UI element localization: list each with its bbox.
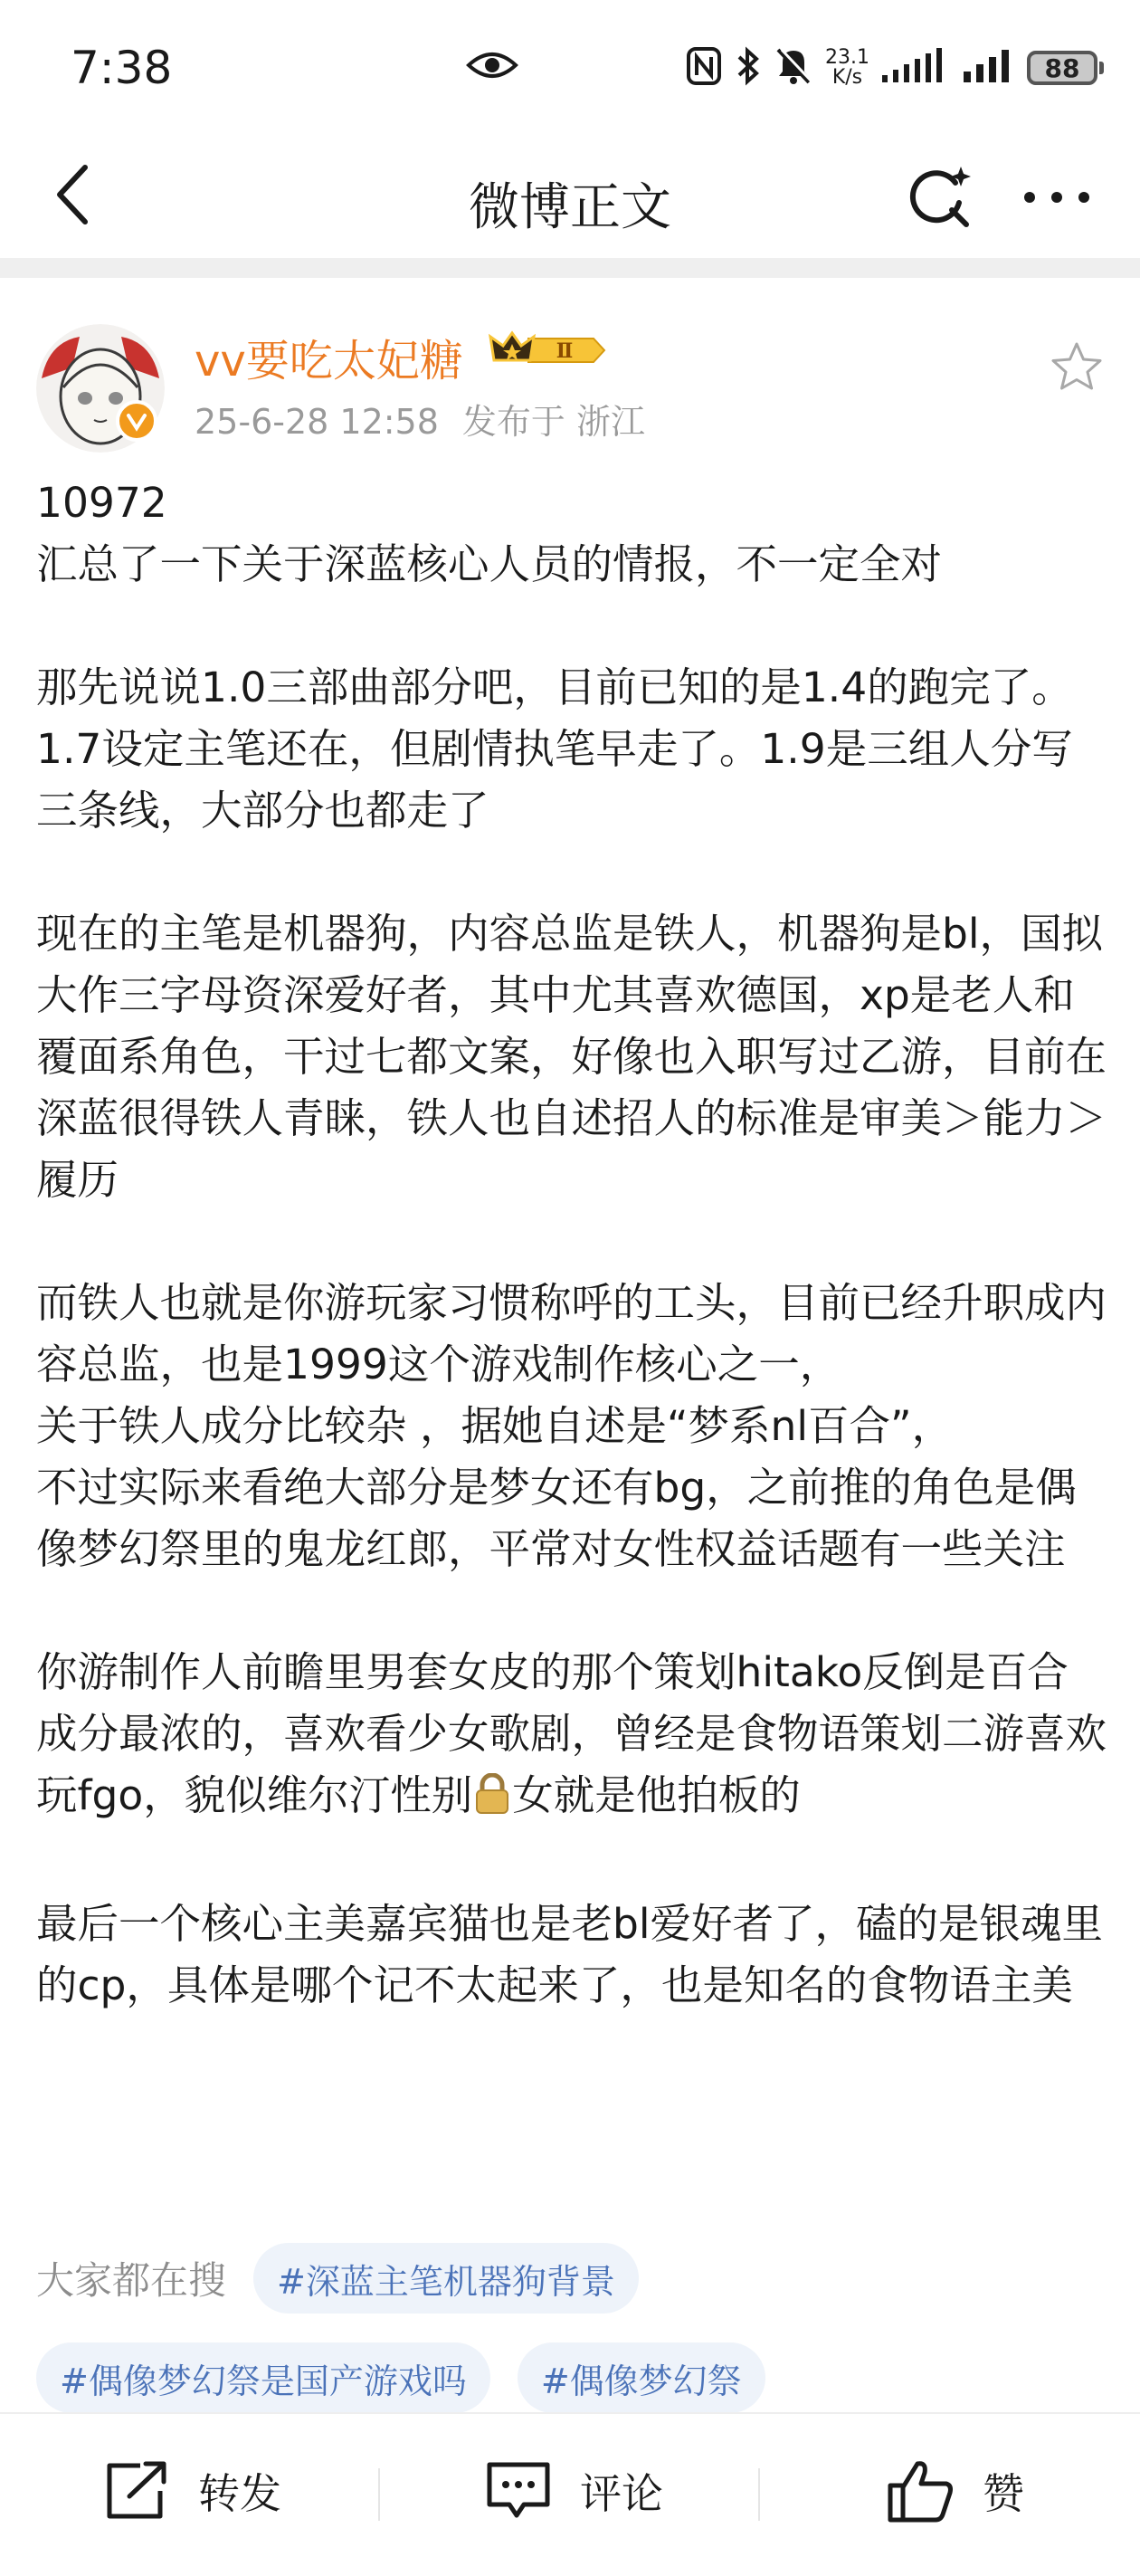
comment-icon bbox=[484, 2459, 553, 2523]
battery-level: 88 bbox=[1027, 51, 1097, 85]
nfc-icon bbox=[686, 46, 722, 90]
search-tag[interactable]: #偶像梦幻祭 bbox=[518, 2342, 765, 2413]
post-text: 女就是他拍板的 bbox=[512, 1771, 801, 1819]
search-button[interactable] bbox=[900, 158, 977, 235]
bluetooth-icon bbox=[735, 46, 762, 90]
toolbar-divider bbox=[758, 2468, 760, 2521]
verified-badge-icon bbox=[116, 400, 157, 442]
more-button[interactable] bbox=[1013, 158, 1099, 235]
section-divider bbox=[0, 258, 1140, 278]
nav-bar bbox=[0, 136, 1140, 253]
comment-button[interactable]: 评论 bbox=[484, 2450, 663, 2532]
status-icons bbox=[686, 36, 1104, 100]
mute-icon bbox=[774, 46, 812, 90]
post-timestamp: 25-6-28 12:58 bbox=[195, 402, 439, 442]
author-name[interactable]: vv要吃太妃糖 bbox=[195, 336, 463, 386]
post-paragraph: 现在的主笔是机器狗，内容总监是铁人，机器狗是bl，国拟大作三字母资深爱好者，其中尤其喜欢德国，xp是老人和覆面系角色，干过七都文案，好像也入职写过乙游，目前在深蓝很得铁人青睐，铁人也自述招人的标准是审美＞能力＞履历 bbox=[36, 910, 1107, 1204]
net-speed: 23.1 K/s bbox=[825, 46, 869, 89]
search-tag[interactable]: #深蓝主笔机器狗背景 bbox=[253, 2243, 639, 2314]
vip-level: Ⅱ bbox=[556, 339, 574, 363]
post-paragraph: 那先说说1.0三部曲部分吧，目前已知的是1.4的跑完了。1.7设定主笔还在，但剧情执笔早走了。1.9是三组人分写三条线，大部分也都走了 bbox=[36, 663, 1073, 835]
post-header bbox=[0, 299, 1140, 453]
search-sparkle-icon bbox=[905, 163, 974, 232]
trending-search-label: 大家都在搜 bbox=[36, 2258, 227, 2303]
post-paragraph bbox=[36, 1642, 1108, 1832]
search-tag[interactable]: #偶像梦幻祭是国产游戏吗 bbox=[36, 2342, 490, 2413]
post-location: 发布于 浙江 bbox=[461, 402, 645, 442]
page-title: 微博正文 bbox=[469, 178, 671, 237]
share-icon bbox=[104, 2460, 171, 2522]
toolbar-divider bbox=[378, 2468, 380, 2521]
favorite-button[interactable] bbox=[1045, 335, 1108, 398]
lock-icon bbox=[472, 1770, 512, 1832]
status-time: 7:38 bbox=[71, 42, 173, 94]
eye-icon bbox=[466, 47, 518, 87]
bottom-toolbar bbox=[0, 2412, 1140, 2576]
like-button[interactable]: 赞 bbox=[887, 2450, 1024, 2532]
more-dots-icon bbox=[1022, 190, 1091, 205]
star-icon bbox=[1050, 341, 1103, 392]
post-paragraph: 最后一个核心主美嘉宾猫也是老bl爱好者了，磕的是银魂里的cp，具体是哪个记不太起来了，也是知名的食物语主美 bbox=[36, 1900, 1104, 2009]
post-paragraph: 10972 汇总了一下关于深蓝核心人员的情报，不一定全对 bbox=[36, 479, 943, 588]
signal-icon bbox=[964, 48, 1014, 88]
repost-button[interactable]: 转发 bbox=[104, 2450, 281, 2532]
post-paragraph: 而铁人也就是你游玩家习惯称呼的工头，目前已经升职成内容总监，也是1999这个游戏制作核心之一， 关于铁人成分比较杂 ，据她自述是“梦系nl百合”， 不过实际来看绝大部分是梦女还有bg，之前推的角色是偶像梦幻祭里的鬼龙红郎，平常对女性权益话题有一些关注 bbox=[36, 1279, 1107, 1573]
thumbs-up-icon bbox=[887, 2458, 955, 2524]
post-meta bbox=[195, 394, 669, 444]
signal-icon bbox=[882, 48, 951, 88]
vip-badge[interactable] bbox=[489, 329, 608, 375]
status-bar bbox=[0, 0, 1140, 136]
battery-icon bbox=[1027, 51, 1104, 85]
post-body bbox=[36, 472, 1108, 2017]
post-text: 你游制作人前瞻里男套女皮的那个策划hitako反倒是百合成分最浓的，喜欢看少女歌剧，曾经是食物语策划二游喜欢玩fgo，貌似维尔汀性别 bbox=[36, 1648, 1107, 1819]
